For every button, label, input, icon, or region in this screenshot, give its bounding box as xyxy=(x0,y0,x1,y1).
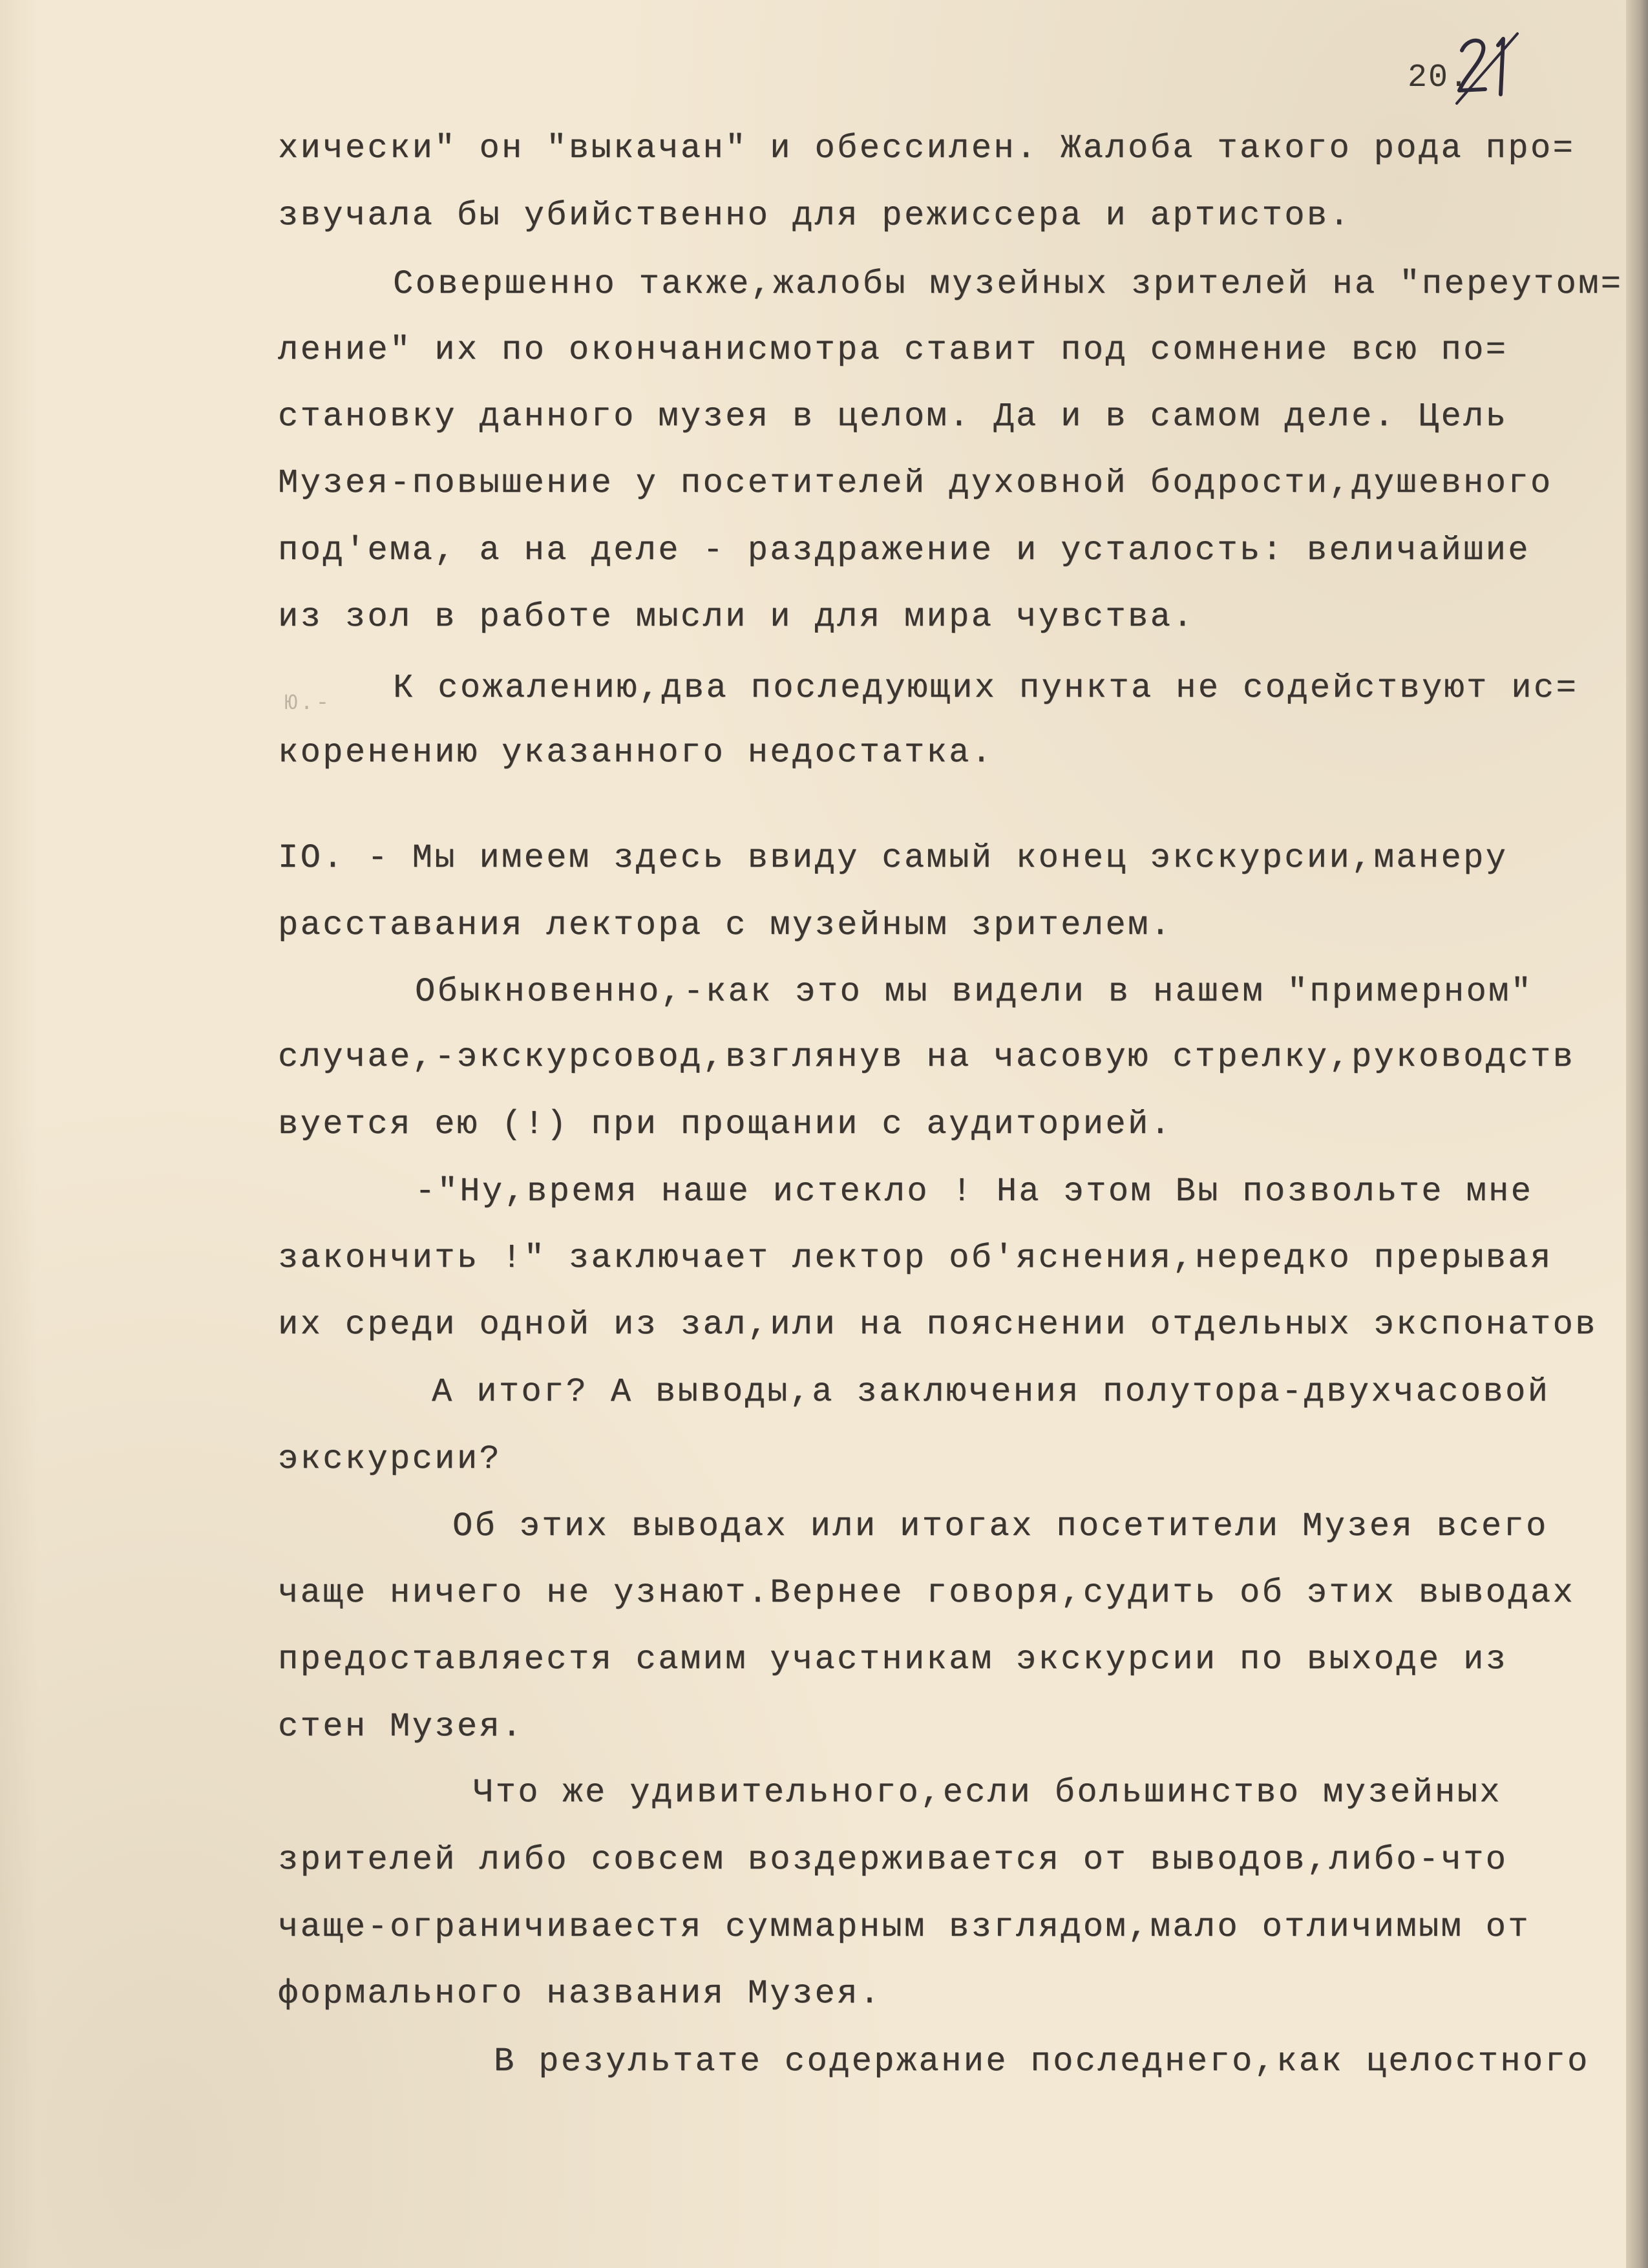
text-line: хически" он "выкачан" и обессилен. Жалоба такого рода про= xyxy=(278,129,1576,167)
text-line: чаще-ограничиваестя суммарным взглядом,мало отличимым от xyxy=(278,1908,1530,1946)
text-line: Что же удивительного,если большинство музейных xyxy=(473,1774,1502,1812)
page-number: 20. xyxy=(1408,59,1470,96)
text-line: закончить !" заключает лектор об'яснения,нередко прерывая xyxy=(278,1239,1553,1277)
text-line: экскурсии? xyxy=(278,1440,502,1478)
handwritten-folio-number xyxy=(1453,31,1524,109)
faint-offset-mark: Ю.- xyxy=(284,692,332,716)
text-line: под'ема, а на деле - раздражение и усталость: величайшие xyxy=(278,531,1530,569)
text-line: их среди одной из зал,или на пояснении отдельных экспонатов xyxy=(278,1306,1598,1344)
text-line: расставания лектора с музейным зрителем. xyxy=(278,906,1173,944)
text-line: Об этих выводах или итогах посетители Музея всего xyxy=(452,1507,1548,1545)
text-line: зрителей либо совсем воздерживается от выводов,либо-что xyxy=(278,1841,1508,1879)
text-line: звучала бы убийственно для режиссера и артистов. xyxy=(278,196,1352,235)
page-edge xyxy=(1626,0,1648,2268)
text-line: Совершенно также,жалобы музейных зрителей на "переутом= xyxy=(393,265,1623,303)
text-line: чаще ничего не узнают.Вернее говоря,судить об этих выводах xyxy=(278,1574,1576,1612)
text-line: случае,-экскурсовод,взглянув на часовую стрелку,руководств xyxy=(278,1038,1576,1076)
text-line: Обыкновенно,-как это мы видели в нашем "примерном" xyxy=(415,973,1534,1011)
text-line: становку данного музея в целом. Да и в самом деле. Цель xyxy=(278,397,1508,436)
text-line: -"Ну,время наше истекло ! На этом Вы позвольте мне xyxy=(415,1172,1534,1211)
text-line: из зол в работе мысли и для мира чувства. xyxy=(278,598,1195,636)
text-line: коренению указанного недостатка. xyxy=(278,734,994,772)
text-line: стен Музея. xyxy=(278,1708,524,1746)
text-line: А итог? А выводы,а заключения полутора-двухчасовой xyxy=(432,1373,1550,1411)
text-line: В результате содержание последнего,как целостного xyxy=(494,2042,1590,2081)
text-line: К сожалению,два последующих пункта не содействуют ис= xyxy=(393,669,1579,707)
text-line: предоставляестя самим участникам экскурсии по выходе из xyxy=(278,1640,1508,1679)
text-line: Музея-повышение у посетителей духовной бодрости,душевного xyxy=(278,464,1553,502)
text-line: вуется ею (!) при прощании с аудиторией. xyxy=(278,1105,1173,1143)
text-line: IO. - Мы имеем здесь ввиду самый конец экскурсии,манеру xyxy=(278,839,1508,877)
text-line: ление" их по окончанисмотра ставит под сомнение всю по= xyxy=(278,331,1508,369)
text-line: формального названия Музея. xyxy=(278,1975,882,2013)
